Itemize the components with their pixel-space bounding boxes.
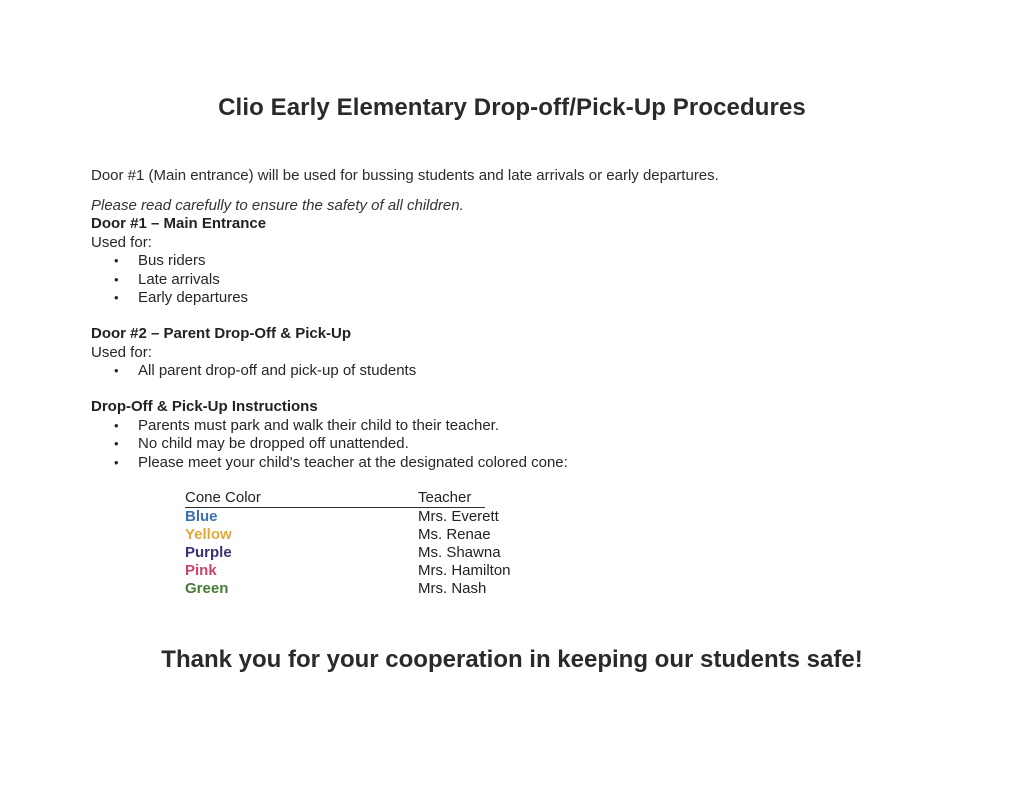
used-for-label: Used for: [91,233,152,251]
bullet-icon: • [114,253,119,268]
list-item-text: Bus riders [138,252,206,269]
header-teacher: Teacher [418,489,472,506]
table-row [185,508,545,526]
bullet-icon: • [114,436,119,451]
list-item [91,271,266,290]
table-header [185,489,485,508]
list-item-text: Parents must park and walk their child to their teacher. [138,416,500,434]
list-item-text: Early departures [138,289,249,306]
teacher-name: Ms. Shawna [418,544,501,561]
bullet-icon: • [114,271,119,287]
page-title: Clio Early Elementary Drop-off/Pick-Up Procedures [218,94,806,121]
section-heading: Door #1 – Main Entrance [91,215,267,232]
cone-color-pink: Pink [185,562,217,579]
section-heading: Drop-Off & Pick-Up Instructions [91,398,318,415]
list-item [91,417,568,436]
cone-color-purple: Purple [185,544,232,561]
table-row [185,544,545,562]
teacher-name: Ms. Renae [418,526,491,543]
list-item-text: All parent drop-off and pick-up of students [138,362,417,379]
list-item [91,289,266,308]
section-heading: Door #2 – Parent Drop-Off & Pick-Up [91,325,352,342]
used-for-label: Used for: [91,343,152,361]
bullet-icon: • [114,454,119,470]
section-door-1 [91,215,266,308]
door-1-list [91,252,266,308]
bullet-icon: • [114,290,119,305]
list-item [91,362,416,381]
header-cone-color: Cone Color [185,489,261,506]
list-item-text: Please meet your child's teacher at the designated colored cone: [138,453,568,471]
instructions-list [91,417,568,473]
teacher-name: Mrs. Hamilton [418,562,511,579]
teacher-name: Mrs. Nash [418,580,487,597]
section-instructions [91,398,568,472]
table-row [185,562,545,580]
bullet-icon: • [114,417,119,433]
section-door-2 [91,325,416,381]
safety-note: Please read carefully to ensure the safety of all children. [91,197,464,214]
list-item [91,252,266,271]
cone-color-table [185,489,545,598]
cone-color-green: Green [185,580,229,597]
teacher-name: Mrs. Everett [418,508,499,525]
closing-message: Thank you for your cooperation in keeping our students safe! [161,646,863,673]
list-item [91,435,568,454]
list-item [91,454,568,473]
intro-text: Door #1 (Main entrance) will be used for bussing students and late arrivals or early departures. [91,167,719,184]
cone-color-yellow: Yellow [185,526,232,543]
table-row [185,580,545,598]
list-item-text: Late arrivals [138,270,220,288]
cone-color-blue: Blue [185,508,218,525]
table-row [185,526,545,544]
list-item-text: No child may be dropped off unattended. [138,435,409,452]
bullet-icon: • [114,363,119,378]
door-2-list [91,362,416,381]
